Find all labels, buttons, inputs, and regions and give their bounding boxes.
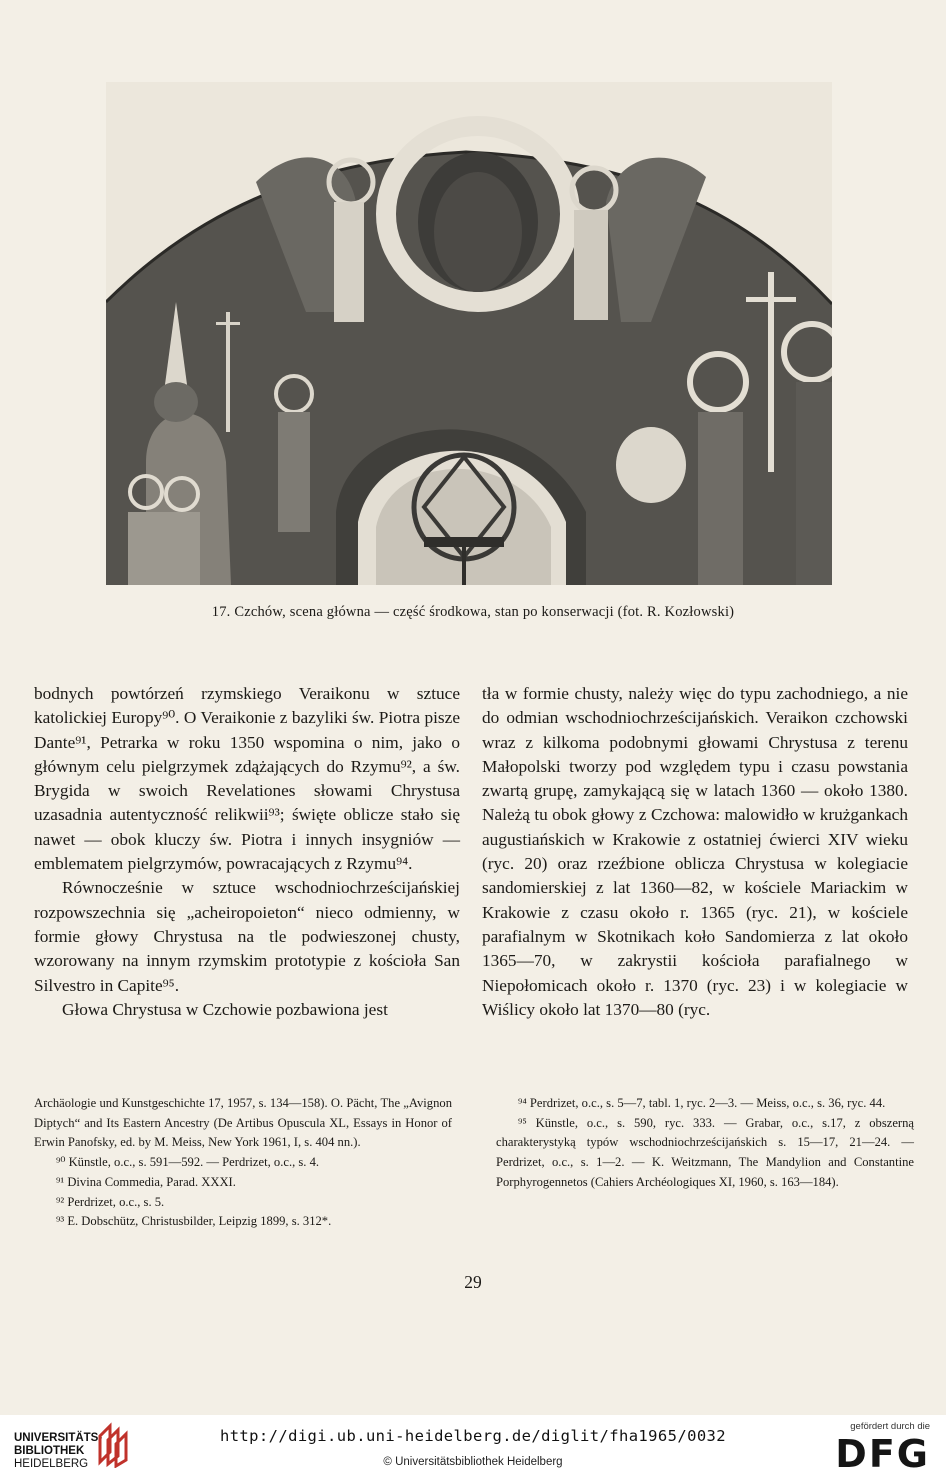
footnote: ⁹⁴ Perdrizet, o.c., s. 5—7, tabl. 1, ryc. 2—3. — Meiss, o.c., s. 36, ryc. 44. [518, 1096, 886, 1110]
figure-caption: 17. Czchów, scena główna — część środkowa, stan po konserwacji (fot. R. Kozłowski) [211, 604, 735, 620]
footnote: Archäologie und Kunstgeschichte 17, 1957, s. 134—158). O. Pächt, The „Avignon Diptych“ and Its Eastern Ancestry (De Artibus Opuscula XL, Essays in Honor of Erwin Panofsky, ed. by M. Meiss, New York 1961, I, s. 404 nn.). [34, 1096, 452, 1150]
body-paragraph: bodnych powtórzeń rzymskiego Veraikonu w sztuce katolickiej Europy⁹⁰. O Veraikonie z bazyliki św. Piotra pisze Dante⁹¹, Petrarka w roku 1350 wspomina o nim, jako o głównym celu pielgrzymek zdążających do Rzymu⁹², a św. Brygida w swoich Revelationes słowami Chrystusa uzasadnia autentyczność relikwii⁹³; święte oblicze stało się nawet — obok kluczy św. Piotra i innych insygniów — emblematem pielgrzymów, powracających z Rzymu⁹⁴. [34, 684, 460, 874]
body-column-left [34, 682, 460, 1022]
funded-by-label: gefördert durch die [850, 1421, 930, 1432]
body-paragraph: tła w formie chusty, należy więc do typu zachodniego, a nie do odmian wschodniochrześcijańskich. Veraikon czchowski wraz z kilkoma podobnymi głowami Chrystusa z terenu Małopolski tworzy pod względem typu i czasu powstania zwartą grupę, zamykającą się w latach 1360 — około 1380. Należą tu obok głowy z Czchowa: malowidło w krużgankach augustiańskich w Krakowie z ostatniej ćwierci XIV wieku (ryc. 20) oraz rzeźbione oblicza Chrystusa w kolegiacie sandomierskiej z lat 1360—82, w kościele Mariackim w Krakowie z czasu około r. 1365 (ryc. 21), w kościele parafialnym w Skotnikach koło Sandomierza z lat około 1365—70, w zakrystii kościoła parafialnego w Niepołomicach około r. 1370 (ryc. 23) i w kolegiacie w Wiślicy około lat 1370—80 (ryc. [482, 684, 908, 1019]
footnote: ⁹³ E. Dobschütz, Christusbilder, Leipzig 1899, s. 312*. [56, 1214, 332, 1229]
footnote: ⁹⁰ Künstle, o.c., s. 591—592. — Perdrizet, o.c., s. 4. [56, 1155, 320, 1170]
fresco-illustration [106, 82, 832, 585]
body-paragraph: Głowa Chrystusa w Czchowie pozbawiona jest [62, 999, 388, 1019]
body-column-right [482, 682, 908, 1022]
footnotes-right [496, 1094, 914, 1193]
footnote: ⁹¹ Divina Commedia, Parad. XXXI. [56, 1174, 236, 1189]
page-number: 29 [464, 1272, 482, 1292]
library-line: BIBLIOTHEK [14, 1445, 85, 1457]
fresco-photograph [106, 82, 832, 585]
library-line: UNIVERSITÄTS- [14, 1432, 103, 1444]
body-paragraph: Równocześnie w sztuce wschodniochrześcijańskiej rozpowszechnia się „acheiropoieton“ nieco odmienny, w formie głowy Chrystusa na tle podwieszonej chusty, wzorowany na innym rzymskim prototypie z kościoła San Silvestro in Capite⁹⁵. [34, 878, 460, 995]
dfg-logo: DFG [835, 1432, 930, 1476]
library-line: HEIDELBERG [14, 1458, 89, 1470]
footnote: ⁹² Perdrizet, o.c., s. 5. [56, 1194, 165, 1209]
footnotes-left [34, 1094, 452, 1232]
digitization-footer [0, 1415, 946, 1481]
footnote: ⁹⁵ Künstle, o.c., s. 590, ryc. 333. — Grabar, o.c., s.17, z obszerną charakterystyką typów wschodniochrześcijańskich s. 15—17, 21—24. — Perdrizet, o.c., s. 1—2. — K. Weitzmann, The Mandylion and Constantine Porphyrogennetos (Cahiers Archéologiques XI, 1960, s. 163—184). [496, 1115, 914, 1189]
document-url-link[interactable]: http://digi.ub.uni-heidelberg.de/diglit/fha1965/0032 [219, 1427, 727, 1445]
copyright-notice: © Universitätsbibliothek Heidelberg [383, 1456, 563, 1468]
